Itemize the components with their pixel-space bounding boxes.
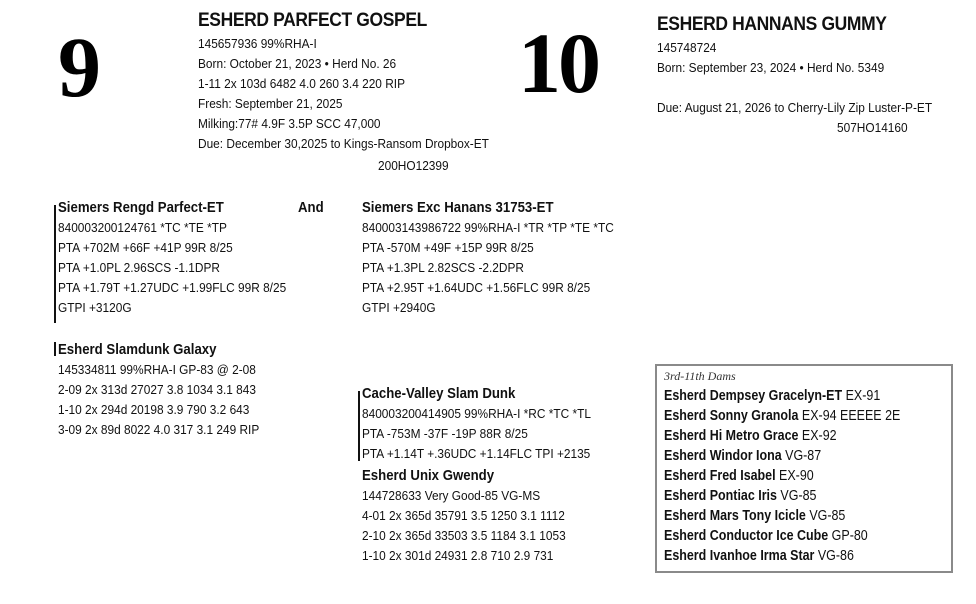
dam-name: Esherd Hi Metro Grace [664,428,799,444]
sire10-line: PTA -570M +49F +15P 99R 8/25 [362,240,534,255]
sire9-line: GTPI +3120G [58,300,132,315]
sire9-line: 840003200124761 *TC *TE *TP [58,220,227,235]
dam-score: VG-85 [809,508,846,524]
dam10-line: 4-01 2x 365d 35791 3.5 1250 3.1 1112 [362,508,565,523]
lot9-line: Due: December 30,2025 to Kings-Ransom Dropbox-ET [198,136,489,151]
dam10-line: 1-10 2x 301d 24931 2.8 710 2.9 731 [362,548,554,563]
lot9-line: 145657936 99%RHA-I [198,36,317,51]
ancestor-dam-item [664,546,854,566]
dam-name: Esherd Ivanhoe Irma Star [664,548,815,564]
pedigree-bracket [54,342,56,356]
sire10-line: GTPI +2940G [362,300,436,315]
ancestor-dams-box [655,364,953,573]
sire9-line: PTA +1.79T +1.27UDC +1.99FLC 99R 8/25 [58,280,287,295]
dam-score: EX-91 [845,388,881,404]
dam-score: VG-86 [817,548,854,564]
sire9-line: PTA +1.0PL 2.96SCS -1.1DPR [58,260,220,275]
sire10-line: 840003143986722 99%RHA-I *TR *TP *TE *TC [362,220,614,235]
dam-name: Esherd Sonny Granola [664,408,799,424]
sire9-name: Siemers Rengd Parfect-ET [58,199,224,216]
ancestor-dam-item [664,406,900,426]
dam9-line: 145334811 99%RHA-I GP-83 @ 2-08 [58,362,256,377]
lot9-line: Born: October 21, 2023 • Herd No. 26 [198,56,397,71]
ancestor-dam-item [664,486,816,506]
dam-name: Esherd Dempsey Gracelyn-ET [664,388,843,404]
dam-score: EX-94 EEEEE 2E [801,408,901,424]
lot9-line: 1-11 2x 103d 6482 4.0 260 3.4 220 RIP [198,76,405,91]
dam-name: Esherd Conductor Ice Cube [664,528,829,544]
lot9-title: ESHERD PARFECT GOSPEL [198,10,427,31]
dam-score: EX-90 [779,468,814,484]
dam10-name: Esherd Unix Gwendy [362,467,495,484]
ancestor-dam-item [664,526,868,546]
sire10-line: PTA +2.95T +1.64UDC +1.56FLC 99R 8/25 [362,280,591,295]
dam10-line: 2-10 2x 365d 33503 3.5 1184 3.1 1053 [362,528,566,543]
lot10-title: ESHERD HANNANS GUMMY [657,14,887,35]
lot9-line: Fresh: September 21, 2025 [198,96,343,111]
sire9-line: PTA +702M +66F +41P 99R 8/25 [58,240,233,255]
dam-name: Esherd Mars Tony Icicle [664,508,806,524]
dam9-line: 1-10 2x 294d 20198 3.9 790 3.2 643 [58,402,250,417]
dam-name: Esherd Fred Isabel [664,468,776,484]
dam9-line: 2-09 2x 313d 27027 3.8 1034 3.1 843 [58,382,256,397]
dam10-block [362,466,588,566]
dam-score: EX-92 [801,428,837,444]
lot10-line: Born: September 23, 2024 • Herd No. 5349 [657,60,885,75]
lot10-line: 145748724 [657,40,717,55]
sire10-line: PTA +1.3PL 2.82SCS -2.2DPR [362,260,524,275]
sire10-name: Siemers Exc Hanans 31753-ET [362,199,554,216]
lot-number-9: 9 [58,19,101,115]
mgs10-line: PTA +1.14T +.36UDC +1.14FLC TPI +2135 [362,446,591,461]
and-label: And [298,199,324,216]
lot10-due: Due: August 21, 2026 to Cherry-Lily Zip Luster-P-ET [657,100,933,115]
pedigree-bracket [54,205,56,323]
dam9-line: 3-09 2x 89d 8022 4.0 317 3.1 249 RIP [58,422,260,437]
ancestor-dam-item [664,386,880,406]
pedigree-bracket [358,391,360,461]
dam-score: GP-80 [831,528,868,544]
lot10-due-code: 507HO14160 [837,120,908,135]
lot9-header [198,10,521,154]
lot9-due-code: 200HO12399 [378,158,449,173]
lot10-header [657,14,909,78]
dam9-name: Esherd Slamdunk Galaxy [58,341,217,358]
dam-name: Esherd Pontiac Iris [664,488,777,504]
mgs10-line: 840003200414905 99%RHA-I *RC *TC *TL [362,406,591,421]
ancestor-dam-item [664,506,845,526]
lot-number-10: 10 [518,15,598,111]
ancestor-dam-item [664,426,837,446]
dam-score: VG-87 [785,448,822,464]
ancestor-dam-item [664,466,814,486]
mgs10-line: PTA -753M -37F -19P 88R 8/25 [362,426,528,441]
mgs10-name: Cache-Valley Slam Dunk [362,385,516,402]
dam-name: Esherd Windor Iona [664,448,782,464]
ancestor-dam-item [664,446,821,466]
lot9-line: Milking:77# 4.9F 3.5P SCC 47,000 [198,116,381,131]
mgs10-block [362,384,616,464]
dam10-line: 144728633 Very Good-85 VG-MS [362,488,541,503]
ancestor-dams-heading: 3rd-11th Dams [664,369,736,383]
sire10-block [362,198,642,318]
sire9-block [58,198,312,318]
dam9-block [58,340,282,440]
dam-score: VG-85 [780,488,817,504]
